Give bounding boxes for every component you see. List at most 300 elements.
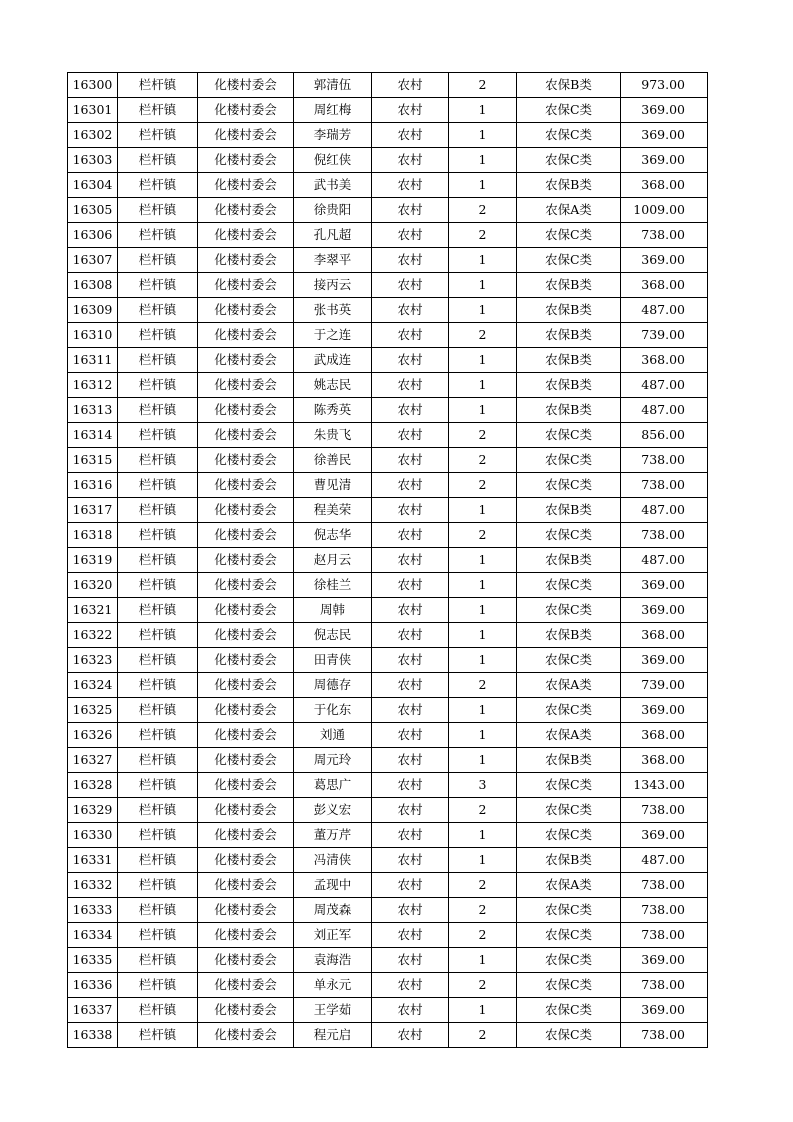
town-cell: 栏杆镇 xyxy=(118,723,198,748)
table-row xyxy=(68,773,708,798)
insurance-category-cell: 农保B类 xyxy=(517,373,621,398)
insurance-category-cell: 农保B类 xyxy=(517,73,621,98)
serial-number-cell: 16336 xyxy=(68,973,118,998)
name-cell: 倪志民 xyxy=(294,623,372,648)
area-type-cell: 农村 xyxy=(372,73,449,98)
serial-number-cell: 16305 xyxy=(68,198,118,223)
village-committee-cell: 化楼村委会 xyxy=(198,573,294,598)
household-count-cell: 1 xyxy=(449,398,517,423)
village-committee-cell: 化楼村委会 xyxy=(198,748,294,773)
area-type-cell: 农村 xyxy=(372,573,449,598)
table-row xyxy=(68,148,708,173)
village-committee-cell: 化楼村委会 xyxy=(198,98,294,123)
village-committee-cell: 化楼村委会 xyxy=(198,848,294,873)
town-cell: 栏杆镇 xyxy=(118,423,198,448)
amount-cell: 738.00 xyxy=(621,223,708,248)
amount-cell: 738.00 xyxy=(621,798,708,823)
table-row xyxy=(68,948,708,973)
village-committee-cell: 化楼村委会 xyxy=(198,973,294,998)
table-row xyxy=(68,98,708,123)
table-row xyxy=(68,223,708,248)
household-count-cell: 2 xyxy=(449,898,517,923)
amount-cell: 369.00 xyxy=(621,123,708,148)
table-row xyxy=(68,298,708,323)
table-row xyxy=(68,973,708,998)
household-count-cell: 1 xyxy=(449,623,517,648)
village-committee-cell: 化楼村委会 xyxy=(198,823,294,848)
area-type-cell: 农村 xyxy=(372,848,449,873)
table-row xyxy=(68,448,708,473)
town-cell: 栏杆镇 xyxy=(118,823,198,848)
table-row xyxy=(68,323,708,348)
town-cell: 栏杆镇 xyxy=(118,448,198,473)
amount-cell: 973.00 xyxy=(621,73,708,98)
table-row xyxy=(68,548,708,573)
area-type-cell: 农村 xyxy=(372,123,449,148)
village-committee-cell: 化楼村委会 xyxy=(198,648,294,673)
serial-number-cell: 16316 xyxy=(68,473,118,498)
household-count-cell: 1 xyxy=(449,98,517,123)
serial-number-cell: 16306 xyxy=(68,223,118,248)
village-committee-cell: 化楼村委会 xyxy=(198,923,294,948)
village-committee-cell: 化楼村委会 xyxy=(198,498,294,523)
amount-cell: 856.00 xyxy=(621,423,708,448)
insurance-category-cell: 农保B类 xyxy=(517,548,621,573)
name-cell: 郭清伍 xyxy=(294,73,372,98)
town-cell: 栏杆镇 xyxy=(118,648,198,673)
village-committee-cell: 化楼村委会 xyxy=(198,123,294,148)
village-committee-cell: 化楼村委会 xyxy=(198,298,294,323)
area-type-cell: 农村 xyxy=(372,98,449,123)
town-cell: 栏杆镇 xyxy=(118,798,198,823)
town-cell: 栏杆镇 xyxy=(118,973,198,998)
area-type-cell: 农村 xyxy=(372,673,449,698)
amount-cell: 487.00 xyxy=(621,498,708,523)
name-cell: 董万芹 xyxy=(294,823,372,848)
name-cell: 周德存 xyxy=(294,673,372,698)
amount-cell: 368.00 xyxy=(621,348,708,373)
serial-number-cell: 16331 xyxy=(68,848,118,873)
household-count-cell: 2 xyxy=(449,673,517,698)
town-cell: 栏杆镇 xyxy=(118,148,198,173)
village-committee-cell: 化楼村委会 xyxy=(198,598,294,623)
serial-number-cell: 16308 xyxy=(68,273,118,298)
name-cell: 单永元 xyxy=(294,973,372,998)
insurance-category-cell: 农保C类 xyxy=(517,898,621,923)
name-cell: 田青侠 xyxy=(294,648,372,673)
area-type-cell: 农村 xyxy=(372,248,449,273)
area-type-cell: 农村 xyxy=(372,998,449,1023)
household-count-cell: 1 xyxy=(449,298,517,323)
name-cell: 曹见清 xyxy=(294,473,372,498)
town-cell: 栏杆镇 xyxy=(118,598,198,623)
area-type-cell: 农村 xyxy=(372,623,449,648)
name-cell: 徐贵阳 xyxy=(294,198,372,223)
insurance-category-cell: 农保B类 xyxy=(517,498,621,523)
name-cell: 陈秀英 xyxy=(294,398,372,423)
household-count-cell: 1 xyxy=(449,748,517,773)
town-cell: 栏杆镇 xyxy=(118,898,198,923)
amount-cell: 738.00 xyxy=(621,973,708,998)
household-count-cell: 1 xyxy=(449,598,517,623)
area-type-cell: 农村 xyxy=(372,198,449,223)
area-type-cell: 农村 xyxy=(372,148,449,173)
village-committee-cell: 化楼村委会 xyxy=(198,948,294,973)
town-cell: 栏杆镇 xyxy=(118,173,198,198)
serial-number-cell: 16328 xyxy=(68,773,118,798)
serial-number-cell: 16329 xyxy=(68,798,118,823)
table-row xyxy=(68,123,708,148)
serial-number-cell: 16317 xyxy=(68,498,118,523)
table-row xyxy=(68,648,708,673)
household-count-cell: 1 xyxy=(449,998,517,1023)
insurance-category-cell: 农保C类 xyxy=(517,523,621,548)
table-row xyxy=(68,748,708,773)
table-row xyxy=(68,998,708,1023)
name-cell: 朱贵飞 xyxy=(294,423,372,448)
table-row xyxy=(68,423,708,448)
insurance-category-cell: 农保C类 xyxy=(517,248,621,273)
name-cell: 张书英 xyxy=(294,298,372,323)
amount-cell: 369.00 xyxy=(621,948,708,973)
insurance-category-cell: 农保C类 xyxy=(517,648,621,673)
serial-number-cell: 16319 xyxy=(68,548,118,573)
area-type-cell: 农村 xyxy=(372,373,449,398)
town-cell: 栏杆镇 xyxy=(118,698,198,723)
serial-number-cell: 16321 xyxy=(68,598,118,623)
area-type-cell: 农村 xyxy=(372,773,449,798)
amount-cell: 739.00 xyxy=(621,323,708,348)
town-cell: 栏杆镇 xyxy=(118,773,198,798)
table-row xyxy=(68,73,708,98)
area-type-cell: 农村 xyxy=(372,323,449,348)
village-committee-cell: 化楼村委会 xyxy=(198,623,294,648)
household-count-cell: 2 xyxy=(449,73,517,98)
household-count-cell: 1 xyxy=(449,648,517,673)
table-row xyxy=(68,823,708,848)
household-count-cell: 2 xyxy=(449,523,517,548)
insurance-category-cell: 农保C类 xyxy=(517,798,621,823)
household-count-cell: 2 xyxy=(449,448,517,473)
serial-number-cell: 16315 xyxy=(68,448,118,473)
amount-cell: 368.00 xyxy=(621,623,708,648)
area-type-cell: 农村 xyxy=(372,873,449,898)
insurance-category-cell: 农保C类 xyxy=(517,1023,621,1048)
village-committee-cell: 化楼村委会 xyxy=(198,248,294,273)
table-row xyxy=(68,723,708,748)
insurance-category-cell: 农保C类 xyxy=(517,923,621,948)
town-cell: 栏杆镇 xyxy=(118,348,198,373)
insurance-category-cell: 农保C类 xyxy=(517,698,621,723)
household-count-cell: 2 xyxy=(449,323,517,348)
household-count-cell: 1 xyxy=(449,273,517,298)
name-cell: 袁海浩 xyxy=(294,948,372,973)
village-committee-cell: 化楼村委会 xyxy=(198,723,294,748)
town-cell: 栏杆镇 xyxy=(118,373,198,398)
village-committee-cell: 化楼村委会 xyxy=(198,873,294,898)
insurance-category-cell: 农保B类 xyxy=(517,298,621,323)
amount-cell: 368.00 xyxy=(621,173,708,198)
town-cell: 栏杆镇 xyxy=(118,548,198,573)
household-count-cell: 2 xyxy=(449,198,517,223)
amount-cell: 738.00 xyxy=(621,1023,708,1048)
household-count-cell: 2 xyxy=(449,798,517,823)
insurance-category-cell: 农保C类 xyxy=(517,98,621,123)
area-type-cell: 农村 xyxy=(372,298,449,323)
insurance-category-cell: 农保C类 xyxy=(517,948,621,973)
household-count-cell: 1 xyxy=(449,948,517,973)
name-cell: 冯清侠 xyxy=(294,848,372,873)
town-cell: 栏杆镇 xyxy=(118,498,198,523)
name-cell: 周元玲 xyxy=(294,748,372,773)
serial-number-cell: 16327 xyxy=(68,748,118,773)
serial-number-cell: 16309 xyxy=(68,298,118,323)
village-committee-cell: 化楼村委会 xyxy=(198,273,294,298)
amount-cell: 738.00 xyxy=(621,923,708,948)
table-row xyxy=(68,198,708,223)
area-type-cell: 农村 xyxy=(372,273,449,298)
serial-number-cell: 16334 xyxy=(68,923,118,948)
village-committee-cell: 化楼村委会 xyxy=(198,998,294,1023)
insurance-category-cell: 农保C类 xyxy=(517,773,621,798)
table-row xyxy=(68,623,708,648)
area-type-cell: 农村 xyxy=(372,398,449,423)
serial-number-cell: 16318 xyxy=(68,523,118,548)
insurance-category-cell: 农保C类 xyxy=(517,223,621,248)
name-cell: 周韩 xyxy=(294,598,372,623)
name-cell: 于之连 xyxy=(294,323,372,348)
name-cell: 刘通 xyxy=(294,723,372,748)
serial-number-cell: 16301 xyxy=(68,98,118,123)
household-count-cell: 2 xyxy=(449,973,517,998)
town-cell: 栏杆镇 xyxy=(118,323,198,348)
insurance-category-cell: 农保A类 xyxy=(517,873,621,898)
amount-cell: 1343.00 xyxy=(621,773,708,798)
area-type-cell: 农村 xyxy=(372,448,449,473)
table-row xyxy=(68,398,708,423)
insurance-category-cell: 农保C类 xyxy=(517,573,621,598)
town-cell: 栏杆镇 xyxy=(118,398,198,423)
name-cell: 程元启 xyxy=(294,1023,372,1048)
area-type-cell: 农村 xyxy=(372,798,449,823)
amount-cell: 369.00 xyxy=(621,98,708,123)
serial-number-cell: 16330 xyxy=(68,823,118,848)
insurance-category-cell: 农保C类 xyxy=(517,423,621,448)
household-count-cell: 2 xyxy=(449,473,517,498)
name-cell: 刘正军 xyxy=(294,923,372,948)
name-cell: 程美荣 xyxy=(294,498,372,523)
household-count-cell: 1 xyxy=(449,148,517,173)
household-count-cell: 1 xyxy=(449,373,517,398)
town-cell: 栏杆镇 xyxy=(118,623,198,648)
serial-number-cell: 16310 xyxy=(68,323,118,348)
village-committee-cell: 化楼村委会 xyxy=(198,423,294,448)
insurance-category-cell: 农保B类 xyxy=(517,273,621,298)
insurance-category-cell: 农保B类 xyxy=(517,623,621,648)
town-cell: 栏杆镇 xyxy=(118,848,198,873)
name-cell: 王学茹 xyxy=(294,998,372,1023)
name-cell: 葛思广 xyxy=(294,773,372,798)
insurance-category-cell: 农保A类 xyxy=(517,198,621,223)
town-cell: 栏杆镇 xyxy=(118,248,198,273)
table-row xyxy=(68,673,708,698)
town-cell: 栏杆镇 xyxy=(118,123,198,148)
table-row xyxy=(68,498,708,523)
amount-cell: 487.00 xyxy=(621,548,708,573)
household-count-cell: 3 xyxy=(449,773,517,798)
village-committee-cell: 化楼村委会 xyxy=(198,473,294,498)
serial-number-cell: 16307 xyxy=(68,248,118,273)
village-committee-cell: 化楼村委会 xyxy=(198,548,294,573)
amount-cell: 738.00 xyxy=(621,898,708,923)
table-row xyxy=(68,848,708,873)
serial-number-cell: 16303 xyxy=(68,148,118,173)
village-committee-cell: 化楼村委会 xyxy=(198,898,294,923)
household-count-cell: 2 xyxy=(449,923,517,948)
household-count-cell: 1 xyxy=(449,123,517,148)
serial-number-cell: 16300 xyxy=(68,73,118,98)
amount-cell: 369.00 xyxy=(621,573,708,598)
name-cell: 赵月云 xyxy=(294,548,372,573)
serial-number-cell: 16335 xyxy=(68,948,118,973)
table-row xyxy=(68,348,708,373)
insurance-category-cell: 农保B类 xyxy=(517,348,621,373)
village-committee-cell: 化楼村委会 xyxy=(198,148,294,173)
area-type-cell: 农村 xyxy=(372,548,449,573)
area-type-cell: 农村 xyxy=(372,648,449,673)
amount-cell: 738.00 xyxy=(621,523,708,548)
insurance-category-cell: 农保C类 xyxy=(517,148,621,173)
table-row xyxy=(68,698,708,723)
village-committee-cell: 化楼村委会 xyxy=(198,698,294,723)
household-count-cell: 1 xyxy=(449,498,517,523)
table-row xyxy=(68,798,708,823)
serial-number-cell: 16337 xyxy=(68,998,118,1023)
amount-cell: 487.00 xyxy=(621,298,708,323)
area-type-cell: 农村 xyxy=(372,523,449,548)
household-count-cell: 1 xyxy=(449,573,517,598)
insurance-category-cell: 农保B类 xyxy=(517,748,621,773)
amount-cell: 738.00 xyxy=(621,448,708,473)
insurance-category-cell: 农保B类 xyxy=(517,173,621,198)
area-type-cell: 农村 xyxy=(372,948,449,973)
town-cell: 栏杆镇 xyxy=(118,223,198,248)
name-cell: 徐善民 xyxy=(294,448,372,473)
household-count-cell: 2 xyxy=(449,223,517,248)
household-count-cell: 1 xyxy=(449,723,517,748)
table-row xyxy=(68,1023,708,1048)
town-cell: 栏杆镇 xyxy=(118,298,198,323)
serial-number-cell: 16325 xyxy=(68,698,118,723)
insurance-category-cell: 农保C类 xyxy=(517,973,621,998)
village-committee-cell: 化楼村委会 xyxy=(198,398,294,423)
town-cell: 栏杆镇 xyxy=(118,473,198,498)
town-cell: 栏杆镇 xyxy=(118,98,198,123)
area-type-cell: 农村 xyxy=(372,223,449,248)
name-cell: 周茂森 xyxy=(294,898,372,923)
town-cell: 栏杆镇 xyxy=(118,73,198,98)
area-type-cell: 农村 xyxy=(372,348,449,373)
table-body xyxy=(68,73,708,1048)
village-committee-cell: 化楼村委会 xyxy=(198,73,294,98)
area-type-cell: 农村 xyxy=(372,498,449,523)
town-cell: 栏杆镇 xyxy=(118,998,198,1023)
table-row xyxy=(68,473,708,498)
name-cell: 倪志华 xyxy=(294,523,372,548)
insurance-category-cell: 农保C类 xyxy=(517,123,621,148)
name-cell: 接丙云 xyxy=(294,273,372,298)
amount-cell: 369.00 xyxy=(621,148,708,173)
insurance-category-cell: 农保C类 xyxy=(517,823,621,848)
area-type-cell: 农村 xyxy=(372,823,449,848)
serial-number-cell: 16313 xyxy=(68,398,118,423)
amount-cell: 487.00 xyxy=(621,398,708,423)
household-count-cell: 2 xyxy=(449,1023,517,1048)
amount-cell: 1009.00 xyxy=(621,198,708,223)
amount-cell: 368.00 xyxy=(621,723,708,748)
serial-number-cell: 16323 xyxy=(68,648,118,673)
insurance-category-cell: 农保C类 xyxy=(517,998,621,1023)
village-committee-cell: 化楼村委会 xyxy=(198,348,294,373)
insurance-category-cell: 农保B类 xyxy=(517,848,621,873)
insurance-category-cell: 农保A类 xyxy=(517,673,621,698)
area-type-cell: 农村 xyxy=(372,698,449,723)
table-row xyxy=(68,373,708,398)
area-type-cell: 农村 xyxy=(372,423,449,448)
area-type-cell: 农村 xyxy=(372,598,449,623)
village-committee-cell: 化楼村委会 xyxy=(198,798,294,823)
name-cell: 倪红侠 xyxy=(294,148,372,173)
town-cell: 栏杆镇 xyxy=(118,873,198,898)
household-count-cell: 1 xyxy=(449,173,517,198)
insurance-category-cell: 农保C类 xyxy=(517,598,621,623)
serial-number-cell: 16314 xyxy=(68,423,118,448)
serial-number-cell: 16320 xyxy=(68,573,118,598)
table-row xyxy=(68,248,708,273)
name-cell: 彭义宏 xyxy=(294,798,372,823)
amount-cell: 487.00 xyxy=(621,848,708,873)
name-cell: 武成连 xyxy=(294,348,372,373)
village-committee-cell: 化楼村委会 xyxy=(198,523,294,548)
village-committee-cell: 化楼村委会 xyxy=(198,323,294,348)
area-type-cell: 农村 xyxy=(372,898,449,923)
household-count-cell: 1 xyxy=(449,848,517,873)
amount-cell: 369.00 xyxy=(621,823,708,848)
serial-number-cell: 16304 xyxy=(68,173,118,198)
table-row xyxy=(68,598,708,623)
amount-cell: 739.00 xyxy=(621,673,708,698)
name-cell: 于化东 xyxy=(294,698,372,723)
name-cell: 孔凡超 xyxy=(294,223,372,248)
table-row xyxy=(68,273,708,298)
village-committee-cell: 化楼村委会 xyxy=(198,373,294,398)
insurance-category-cell: 农保C类 xyxy=(517,448,621,473)
amount-cell: 369.00 xyxy=(621,698,708,723)
town-cell: 栏杆镇 xyxy=(118,523,198,548)
serial-number-cell: 16311 xyxy=(68,348,118,373)
table-row xyxy=(68,898,708,923)
town-cell: 栏杆镇 xyxy=(118,673,198,698)
name-cell: 徐桂兰 xyxy=(294,573,372,598)
name-cell: 姚志民 xyxy=(294,373,372,398)
area-type-cell: 农村 xyxy=(372,923,449,948)
amount-cell: 738.00 xyxy=(621,873,708,898)
village-committee-cell: 化楼村委会 xyxy=(198,773,294,798)
area-type-cell: 农村 xyxy=(372,723,449,748)
amount-cell: 369.00 xyxy=(621,598,708,623)
household-count-cell: 2 xyxy=(449,873,517,898)
town-cell: 栏杆镇 xyxy=(118,748,198,773)
